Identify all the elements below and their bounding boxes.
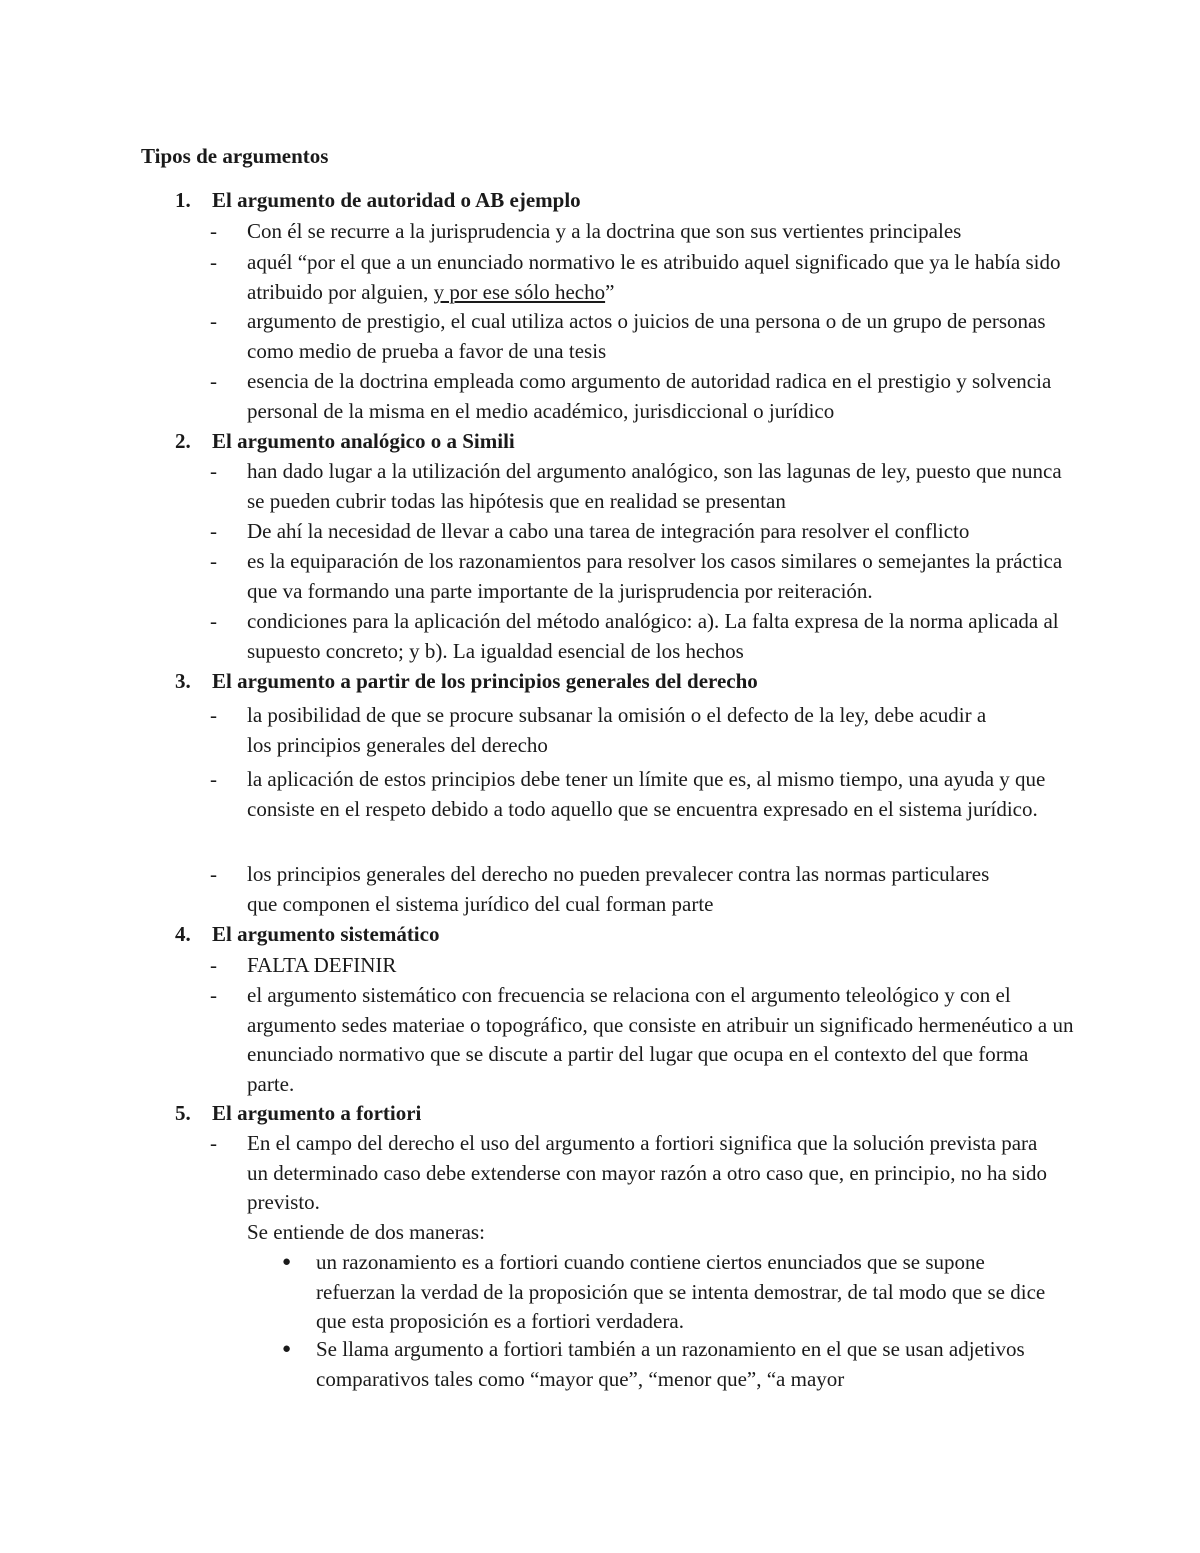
dash-marker: - xyxy=(210,862,217,886)
list-item xyxy=(247,248,1067,307)
dash-marker: - xyxy=(210,983,217,1007)
section-title: El argumento sistemático xyxy=(212,922,440,946)
dash-marker: - xyxy=(210,369,217,393)
section-3-heading xyxy=(175,667,758,697)
list-item: esencia de la doctrina empleada como argumento de autoridad radica en el prestigio y solvencia personal de la misma en el medio académico, jurisdiccional o jurídico xyxy=(247,369,1052,423)
dash-marker: - xyxy=(210,609,217,633)
list-item: los principios generales del derecho no pueden prevalecer contra las normas particulares que componen el sistema jurídico del cual forman parte xyxy=(247,862,990,916)
list-item: la posibilidad de que se procure subsanar la omisión o el defecto de la ley, debe acudir a los principios generales del derecho xyxy=(247,703,987,757)
list-item-text: aquél “por el que a un enunciado normativo le es atribuido aquel significado que ya le había sido atribuido por alguien, xyxy=(247,250,1061,304)
section-5-heading xyxy=(175,1099,421,1129)
bullet-marker: ● xyxy=(282,1341,292,1357)
bullet-marker: ● xyxy=(282,1254,292,1270)
section-number: 4. xyxy=(175,922,191,946)
list-item: FALTA DEFINIR xyxy=(247,953,397,977)
list-item: la aplicación de estos principios debe tener un límite que es, al mismo tiempo, una ayuda y que consiste en el respeto debido a todo aquello que se encuentra expresado en el sistema jurídico. xyxy=(247,767,1046,821)
section-title: El argumento de autoridad o AB ejemplo xyxy=(212,188,581,212)
list-item: argumento de prestigio, el cual utiliza actos o juicios de una persona o de un grupo de personas como medio de prueba a favor de una tesis xyxy=(247,309,1046,363)
dash-marker: - xyxy=(210,1131,217,1155)
dash-marker: - xyxy=(210,767,217,791)
section-number: 2. xyxy=(175,429,191,453)
list-item: De ahí la necesidad de llevar a cabo una tarea de integración para resolver el conflicto xyxy=(247,519,970,543)
bullet-item: Se llama argumento a fortiori también a un razonamiento en el que se usan adjetivos comparativos tales como “mayor que”, “menor que”, “a mayor xyxy=(316,1337,1025,1391)
dash-marker: - xyxy=(210,309,217,333)
dash-marker: - xyxy=(210,459,217,483)
section-title: El argumento a fortiori xyxy=(212,1101,422,1125)
document-title: Tipos de argumentos xyxy=(141,144,329,168)
list-item: condiciones para la aplicación del método analógico: a). La falta expresa de la norma aplicada al supuesto concreto; y b). La igualdad esencial de los hechos xyxy=(247,609,1059,663)
dash-marker: - xyxy=(210,953,217,977)
section-2-heading xyxy=(175,427,515,457)
section-number: 3. xyxy=(175,669,191,693)
dash-marker: - xyxy=(210,519,217,543)
section-1-heading xyxy=(175,186,581,216)
list-paragraph: Se entiende de dos maneras: xyxy=(247,1220,485,1244)
dash-marker: - xyxy=(210,549,217,573)
closing-quote: ” xyxy=(605,279,615,304)
dash-marker: - xyxy=(210,703,217,727)
section-4-heading xyxy=(175,920,439,950)
section-title: El argumento analógico o a Simili xyxy=(212,429,515,453)
section-number: 5. xyxy=(175,1101,191,1125)
section-title: El argumento a partir de los principios generales del derecho xyxy=(212,669,758,693)
section-number: 1. xyxy=(175,188,191,212)
underlined-text: y por ese sólo hecho xyxy=(433,279,606,304)
list-item: es la equiparación de los razonamientos para resolver los casos similares o semejantes la práctica que va formando una parte importante de la jurisprudencia por reiteración. xyxy=(247,549,1063,603)
list-item: Con él se recurre a la jurisprudencia y a la doctrina que son sus vertientes principales xyxy=(247,219,962,243)
bullet-item: un razonamiento es a fortiori cuando contiene ciertos enunciados que se supone refuerzan la verdad de la proposición que se intenta demostrar, de tal modo que se dice que esta proposición es a fortiori verdadera. xyxy=(316,1250,1046,1334)
list-item: En el campo del derecho el uso del argumento a fortiori significa que la solución prevista para un determinado caso debe extenderse con mayor razón a otro caso que, en principio, no ha sido previsto. xyxy=(247,1131,1048,1215)
dash-marker: - xyxy=(210,219,217,243)
dash-marker: - xyxy=(210,250,217,274)
list-item: han dado lugar a la utilización del argumento analógico, son las lagunas de ley, puesto que nunca se pueden cubrir todas las hipótesis que en realidad se presentan xyxy=(247,459,1062,513)
list-item: el argumento sistemático con frecuencia se relaciona con el argumento teleológico y con el argumento sedes materiae o topográfico, que consiste en atribuir un significado hermenéutico a un enunciado normativo que se discute a partir del lugar que ocupa en el contexto del que forma parte. xyxy=(247,983,1074,1097)
